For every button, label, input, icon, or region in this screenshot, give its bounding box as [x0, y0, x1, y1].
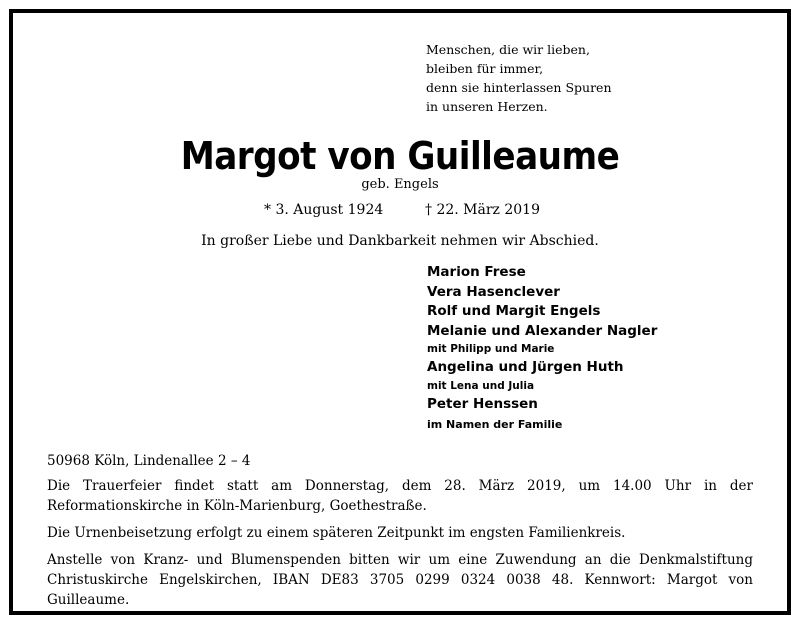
- mourners-list: [427, 263, 657, 433]
- donation-text: Anstelle von Kranz- und Blumenspenden bitten wir um eine Zuwendung an die Denkmalstiftung Christuskirche Engelskirchen, IBAN DE83 3705 0299 0324 0038 48. Kennwort: Margot von Guilleaume.: [47, 552, 753, 608]
- urn-text: Die Urnenbeisetzung erfolgt zu einem späteren Zeitpunkt im engsten Familienkreis.: [47, 525, 626, 541]
- poem: [426, 40, 612, 116]
- mourner-children: mit Philipp und Marie: [427, 343, 555, 355]
- ceremony-text: Die Trauerfeier findet statt am Donnerstag, dem 28. März 2019, um 14.00 Uhr in der Reformationskirche in Köln-Marienburg, Goethestraße.: [47, 478, 753, 514]
- maiden-name: geb. Engels: [361, 177, 439, 192]
- deceased-name: Margot von Guilleaume: [180, 134, 620, 178]
- on-behalf-text: im Namen der Familie: [427, 418, 563, 431]
- poem-line: in unseren Herzen.: [426, 99, 548, 114]
- death-date: † 22. März 2019: [425, 202, 540, 218]
- mourner-name: Marion Frese: [427, 264, 526, 280]
- mourner-name: Angelina und Jürgen Huth: [427, 359, 624, 375]
- poem-line: Menschen, die wir lieben,: [426, 42, 590, 57]
- poem-line: denn sie hinterlassen Spuren: [426, 80, 612, 95]
- address: 50968 Köln, Lindenallee 2 – 4: [47, 453, 251, 469]
- mourner-name: Peter Henssen: [427, 395, 538, 412]
- mourner-name: Rolf und Margit Engels: [427, 303, 601, 319]
- farewell-text: In großer Liebe und Dankbarkeit nehmen wir Abschied.: [201, 233, 599, 249]
- details-section: [47, 451, 753, 617]
- birth-date: * 3. August 1924: [264, 202, 384, 218]
- mourner-name: Vera Hasenclever: [427, 283, 560, 300]
- mourner-children: mit Lena und Julia: [427, 379, 535, 392]
- poem-line: bleiben für immer,: [426, 61, 544, 76]
- mourner-name: Melanie und Alexander Nagler: [427, 322, 658, 339]
